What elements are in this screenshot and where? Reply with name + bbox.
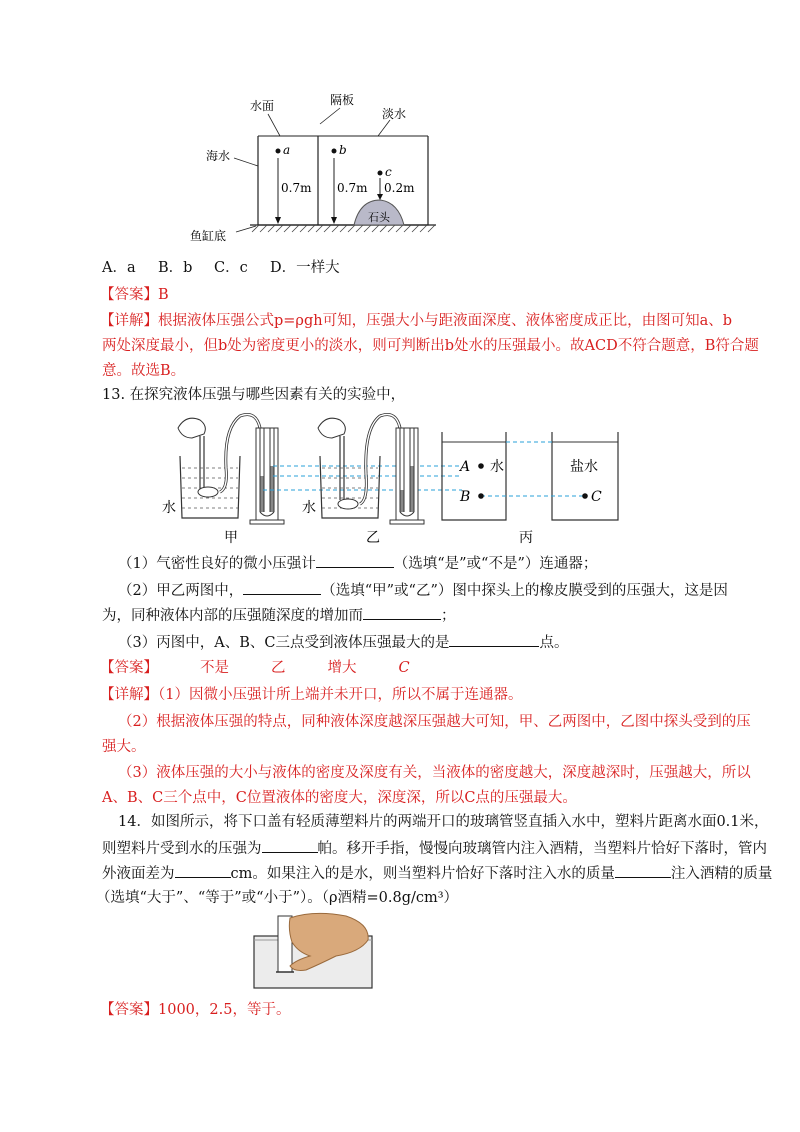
q13-detail-1-text: （1）因微小压强计所上端并未开口，所以不属于连通器。 [158, 687, 523, 703]
q13-detail-3b: A、B、C三个点中，C位置液体的密度大，深度深，所以C点的压强最大。 [102, 790, 577, 806]
q13-part-2-text-a: （2）甲乙两图中， [118, 583, 244, 599]
q12-detail-line-2: 两处深度最小，但b处为密度更小的淡水，则可判断出b处水的压强最小。故ACD不符合题意，B符合题 [102, 338, 759, 354]
q13-part-1-blank[interactable] [316, 553, 394, 568]
q13-answer-2: 乙 [271, 660, 286, 676]
q14-line-4: （选填“大于”、“等于”或“小于”）。（ρ酒精=0.8g/cm³） [96, 890, 459, 906]
label-tank-bottom: 鱼缸底 [190, 229, 227, 243]
q13-part-2-text-d: ； [441, 608, 456, 624]
label-fig-bing: 丙 [519, 530, 533, 546]
label-point-A: A [460, 459, 471, 475]
label-water-yi: 水 [302, 500, 316, 516]
label-depth-b: 0.7m [337, 181, 368, 195]
q14-answer [100, 1000, 290, 1020]
q13-part-3 [118, 632, 568, 653]
q13-stem: 13. 在探究液体压强与哪些因素有关的实验中， [102, 387, 406, 403]
q13-part-2-cont [102, 605, 456, 626]
label-point-c: c [385, 165, 392, 179]
q13-detail-2b: 强大。 [102, 739, 146, 755]
q14-line-2-text-a: 则塑料片受到水的压强为 [102, 841, 262, 857]
q14-glass-tube-figure [250, 912, 380, 992]
q13-answer [100, 658, 410, 678]
q12-answer [100, 285, 169, 305]
q13-part-3-text-b: 点。 [539, 635, 569, 651]
q13-detail-tag: 【详解】 [100, 687, 158, 703]
q12-option-c: C．c [214, 260, 248, 276]
q12-fish-tank-figure [190, 88, 440, 248]
label-sea-water: 海水 [206, 149, 231, 163]
label-water-jia: 水 [162, 500, 176, 516]
q13-answer-3: 增大 [327, 660, 357, 676]
q13-detail-3a: （3）液体压强的大小与液体的密度及深度有关，当液体的密度越大，深度越深时，压强越大，所以 [118, 765, 751, 781]
q14-line-2 [102, 838, 767, 859]
label-fresh-water: 淡水 [382, 107, 407, 121]
q14-line-1: 14．如图所示，将下口盖有轻质薄塑料片的两端开口的玻璃管竖直插入水中，塑料片距离水面0.1米， [118, 814, 769, 830]
label-point-B: B [460, 489, 471, 505]
q12-option-a: A．a [102, 260, 136, 276]
q13-part-2-text-b: （选填“甲”或“乙”）图中探头上的橡皮膜受到的压强大，这是因 [321, 583, 728, 599]
label-divider: 隔板 [330, 93, 355, 107]
q13-answer-tag: 【答案】 [100, 660, 158, 676]
q13-part-1 [118, 553, 597, 574]
q14-answer-value: 1000，2.5，等于。 [158, 1002, 291, 1018]
q12-answer-tag: 【答案】 [100, 287, 158, 303]
q12-detail-tag: 【详解】 [100, 313, 158, 329]
q13-part-2-blank-2[interactable] [363, 605, 441, 620]
label-point-C: C [591, 489, 602, 505]
q13-part-2-blank-1[interactable] [243, 580, 321, 595]
q14-blank-3[interactable] [615, 863, 671, 878]
q13-detail-1 [100, 685, 522, 705]
q12-detail-text-1: 根据液体压强公式p=ρgh可知，压强大小与距液面深度、液体密度成正比，由图可知a、b [158, 313, 732, 329]
q12-option-b: B．b [158, 260, 193, 276]
q12-option-d: D．一样大 [270, 260, 340, 276]
q13-pressure-gauge-figure [160, 408, 630, 548]
label-depth-a: 0.7m [281, 181, 312, 195]
q12-answer-value: B [158, 287, 169, 303]
q14-blank-1[interactable] [262, 838, 318, 853]
q14-line-3 [102, 863, 772, 884]
q13-detail-2a: （2）根据液体压强的特点，同种液体深度越深压强越大可知，甲、乙两图中，乙图中探头受到的压 [118, 714, 751, 730]
label-salt-water: 盐水 [570, 459, 598, 475]
q14-blank-2[interactable] [175, 863, 231, 878]
label-fig-yi: 乙 [366, 530, 380, 546]
label-point-a: a [283, 143, 291, 157]
label-point-b: b [339, 143, 347, 157]
q14-line-3-text-c: 注入酒精的质量 [670, 866, 773, 882]
label-fig-jia: 甲 [224, 530, 238, 546]
q14-answer-tag: 【答案】 [100, 1002, 158, 1018]
label-water-in-tank: 水 [490, 459, 504, 475]
q13-part-3-blank[interactable] [449, 632, 539, 647]
label-depth-c: 0.2m [384, 181, 415, 195]
label-stone: 石头 [368, 211, 390, 224]
q12-detail-line-1 [100, 311, 732, 331]
q13-part-1-text-a: （1）气密性良好的微小压强计 [118, 556, 316, 572]
q12-detail-line-3: 意。故选B。 [102, 363, 186, 379]
q13-part-1-text-b: （选填“是”或“不是”）连通器； [393, 556, 598, 572]
q14-line-3-text-b: cm。如果注入的是水，则当塑料片恰好下落时注入水的质量 [230, 866, 615, 882]
q13-part-2-text-c: 为，同种液体内部的压强随深度的增加而 [102, 608, 363, 624]
q13-answer-1: 不是 [200, 660, 229, 676]
q14-line-2-text-b: 帕。移开手指，慢慢向玻璃管内注入酒精，当塑料片恰好下落时，管内 [317, 841, 767, 857]
q14-line-3-text-a: 外液面差为 [102, 866, 175, 882]
label-surface: 水面 [250, 99, 275, 113]
q13-part-2 [118, 580, 728, 601]
q13-part-3-text-a: （3）丙图中，A、B、C三点受到液体压强最大的是 [118, 635, 450, 651]
q13-answer-4: C [398, 660, 410, 676]
